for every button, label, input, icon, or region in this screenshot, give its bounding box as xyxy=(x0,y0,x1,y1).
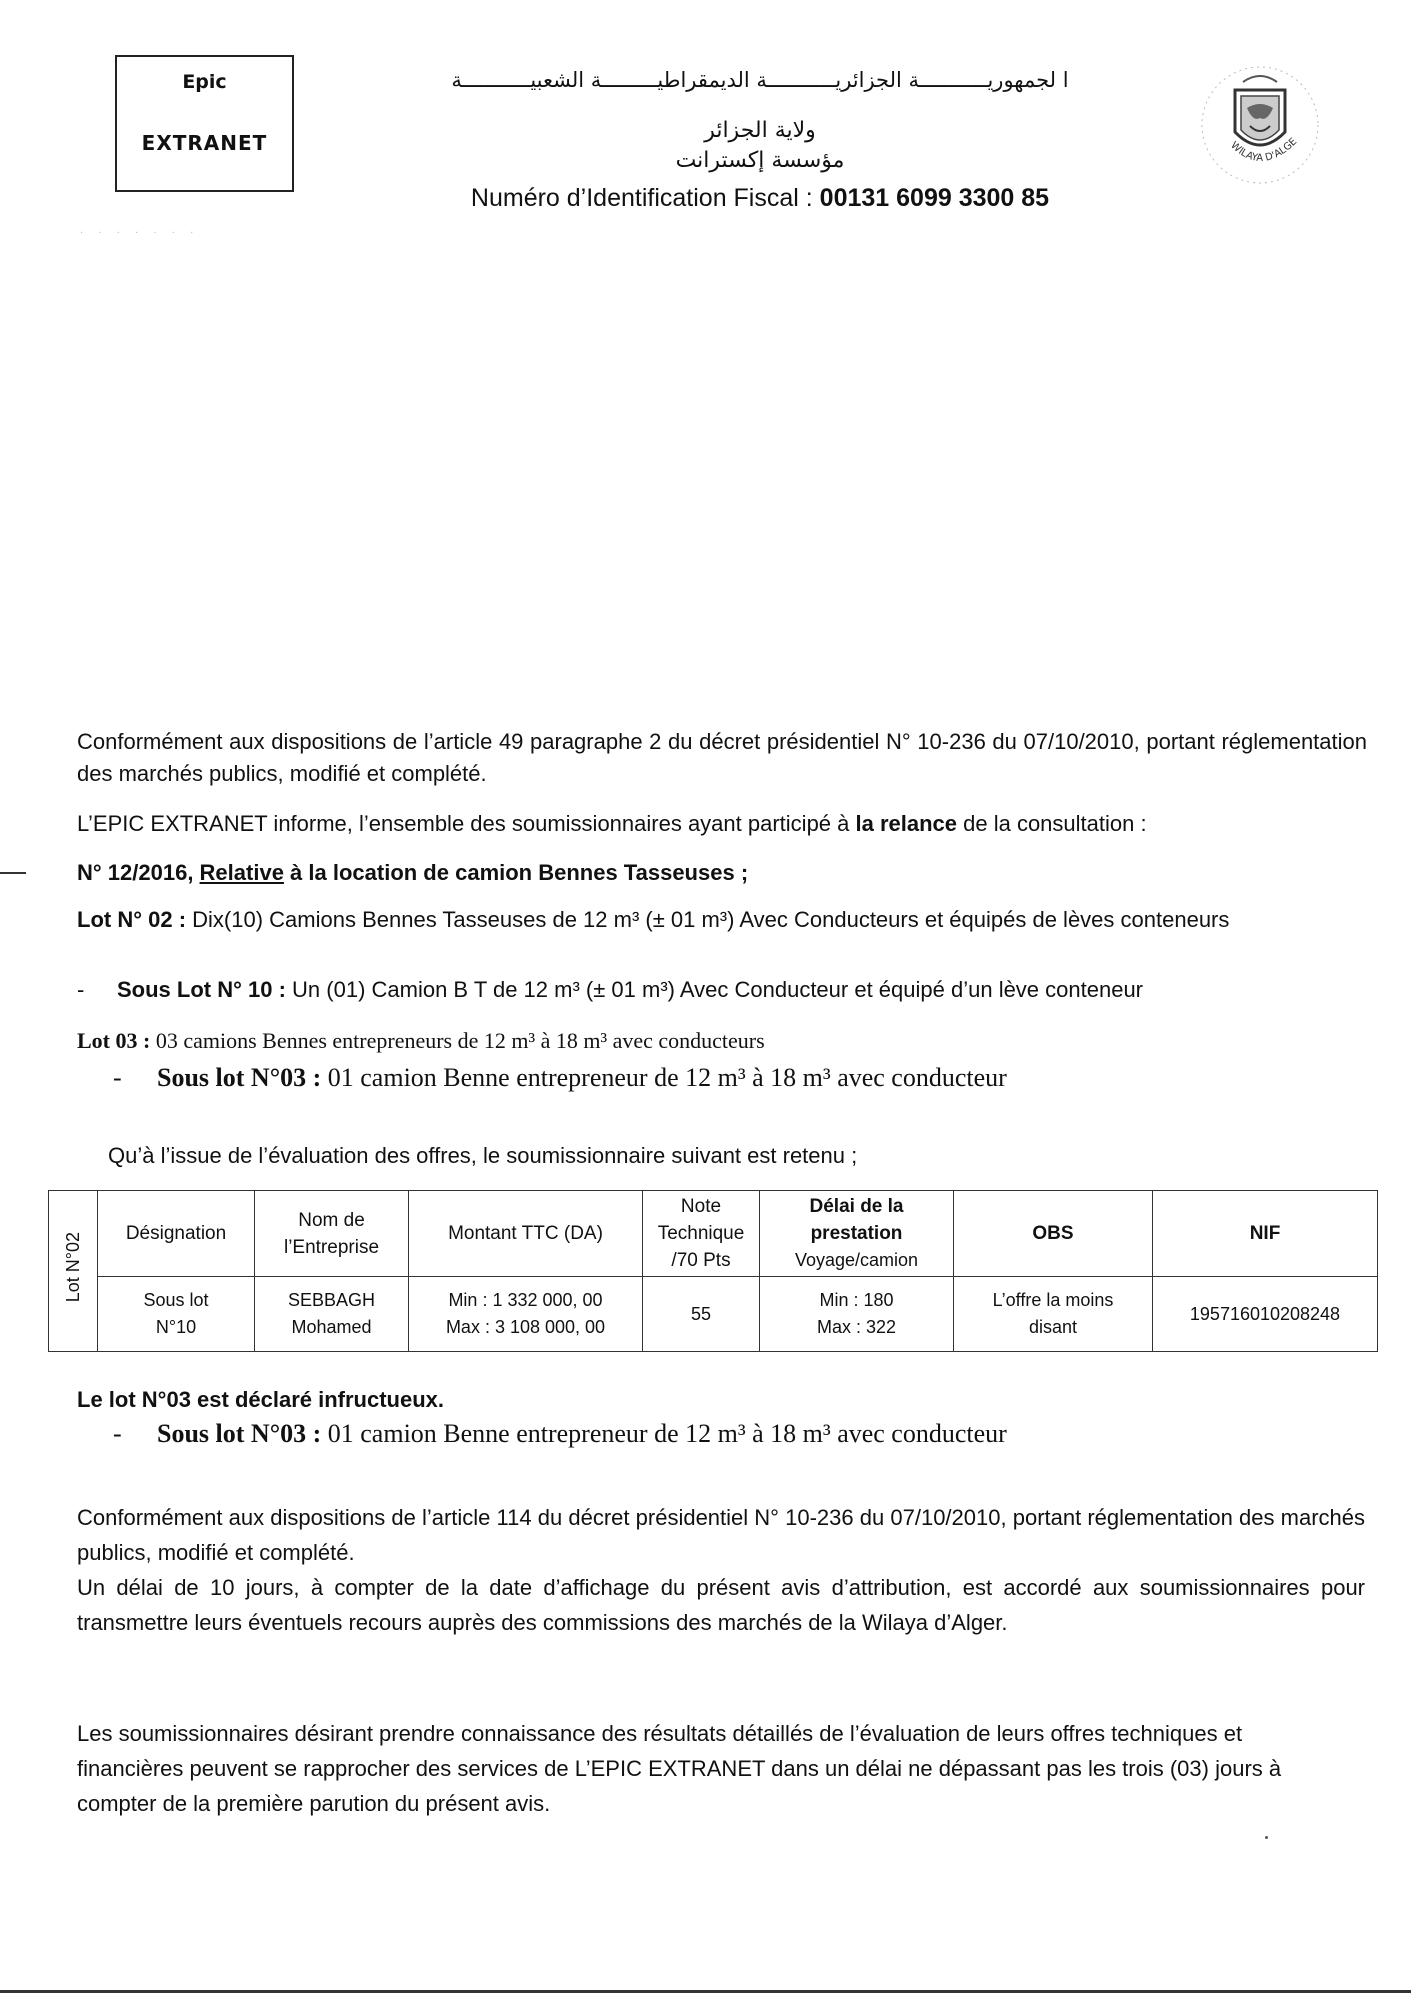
fiscal-id-label: Numéro d’Identification Fiscal : xyxy=(470,184,820,212)
cell-delai xyxy=(760,1277,954,1352)
arabic-wilaya-line: ولاية الجزائر xyxy=(704,118,816,143)
sous-lot-03b-label: Sous lot N°03 : xyxy=(157,1419,322,1448)
wilaya-seal-icon xyxy=(1195,60,1325,190)
obs-line1: L’offre la moins xyxy=(992,1290,1114,1310)
logo-line-extranet: EXTRANET xyxy=(141,131,268,155)
bullet-dash: - xyxy=(113,1419,122,1448)
lot-02-description xyxy=(77,904,1317,936)
logo-line-epic: Epic xyxy=(182,71,227,93)
header-delai xyxy=(760,1191,954,1277)
header-nif: NIF xyxy=(1153,1191,1378,1277)
scan-speckle-dot xyxy=(1265,1836,1268,1839)
lot-cell xyxy=(49,1191,98,1352)
header-delai-line2: prestation xyxy=(810,1223,903,1244)
cell-nif: 195716010208248 xyxy=(1153,1277,1378,1352)
cell-note: 55 xyxy=(643,1277,760,1352)
arabic-republic-title: ا لجمهوريـــــــــــة الجزائريـــــــــــة الديمقراطيـــــــــة الشعبيـــــــــــة xyxy=(451,68,1069,92)
page-bottom-border xyxy=(0,1990,1411,1993)
sous-lot-03-label: Sous lot N°03 : xyxy=(157,1063,322,1092)
header-note-line3: /70 Pts xyxy=(671,1250,731,1271)
consultation-number: N° 12/2016, xyxy=(77,860,200,885)
header-note-line2: Technique xyxy=(657,1223,745,1244)
paragraph-article-49: Conformément aux dispositions de l’article 49 paragraphe 2 du décret présidentiel N° 10-236 du 07/10/2010, portant réglementation des marchés publics, modifié et complété. xyxy=(77,729,1367,786)
cell-entreprise xyxy=(255,1277,409,1352)
lot-03-label: Lot 03 : xyxy=(77,1028,151,1053)
obs-line2: disant xyxy=(1028,1317,1078,1337)
designation-line1: Sous lot xyxy=(143,1290,209,1310)
scan-speckle: · · · · · · · xyxy=(80,228,200,239)
epic-extranet-logo-box xyxy=(115,55,294,192)
arabic-institution-line: مؤسسة إكسترانت xyxy=(675,148,845,173)
sous-lot-03b-text: 01 camion Benne entrepreneur de 12 m³ à 18 m³ avec conducteur xyxy=(321,1419,1007,1448)
entreprise-line1: SEBBAGH xyxy=(287,1290,376,1310)
header-note-line1: Note xyxy=(680,1196,722,1217)
delai-max: Max : 322 xyxy=(816,1317,897,1337)
consultation-relative: Relative xyxy=(199,860,284,885)
header-entreprise xyxy=(255,1191,409,1277)
margin-mark xyxy=(0,872,26,874)
sous-lot-10-item xyxy=(77,974,1377,1006)
header-delai-line1: Délai de la xyxy=(809,1196,904,1217)
paragraph-article-114: Conformément aux dispositions de l’article 114 du décret présidentiel N° 10-236 du 07/10/2010, portant réglementation des marchés publics, modifié et complété. xyxy=(77,1505,1365,1565)
lot-03-description xyxy=(77,1025,1377,1057)
consultation-title xyxy=(77,857,1377,889)
header-nom-line1: Nom de xyxy=(298,1209,365,1231)
seal-text: WILAYA D'ALGE xyxy=(1228,136,1300,165)
lot-label: Lot N°02 xyxy=(62,1231,83,1303)
lot-02-text: Dix(10) Camions Bennes Tasseuses de 12 m³ (± 01 m³) Avec Conducteurs et équipés de lèves conteneurs xyxy=(186,907,1230,932)
bullet-dash: - xyxy=(77,977,85,1002)
sous-lot-10-text: Un (01) Camion B T de 12 m³ (± 01 m³) Avec Conducteur et équipé d’un lève conteneur xyxy=(285,977,1144,1002)
sous-lot-03-repeat xyxy=(113,1418,1393,1450)
issue-statement: Qu’à l’issue de l’évaluation des offres, le soumissionnaire suivant est retenu ; xyxy=(108,1143,858,1168)
montant-min: Min : 1 332 000, 00 xyxy=(448,1290,603,1310)
montant-max: Max : 3 108 000, 00 xyxy=(445,1317,606,1337)
lot-03-infructueux: Le lot N°03 est déclaré infructueux. xyxy=(77,1387,445,1412)
sous-lot-03-text: 01 camion Benne entrepreneur de 12 m³ à 18 m³ avec conducteur xyxy=(321,1063,1007,1092)
header-delai-line3: Voyage/camion xyxy=(794,1250,919,1270)
sous-lot-03-item xyxy=(113,1062,1393,1094)
cell-montant xyxy=(409,1277,643,1352)
entreprise-line2: Mohamed xyxy=(291,1317,372,1337)
table-header-row xyxy=(49,1191,1378,1277)
fiscal-id-value: 00131 6099 3300 85 xyxy=(819,184,1050,212)
bullet-dash: - xyxy=(113,1063,122,1092)
informe-suffix: de la consultation : xyxy=(957,811,1147,836)
paragraph-resultats: Les soumissionnaires désirant prendre connaissance des résultats détaillés de l’évaluation de leurs offres techniques et financières peuvent se rapprocher des services de L’EPIC EXTRANET dans un délai ne dépassant pas les trois (03) jours à compter de la première parution du présent avis. xyxy=(77,1721,1282,1816)
fiscal-id-line xyxy=(330,184,1190,213)
informe-bold: la relance xyxy=(855,811,958,836)
cell-designation xyxy=(98,1277,255,1352)
lot-02-label: Lot N° 02 : xyxy=(77,907,187,932)
results-table xyxy=(48,1190,1378,1352)
lot-03-text: 03 camions Bennes entrepreneurs de 12 m³ à 18 m³ avec conducteurs xyxy=(150,1028,765,1053)
informe-prefix: L’EPIC EXTRANET informe, l’ensemble des soumissionnaires ayant participé à xyxy=(77,811,856,836)
cell-obs xyxy=(954,1277,1153,1352)
header-obs: OBS xyxy=(954,1191,1153,1277)
paragraph-delai-recours: Un délai de 10 jours, à compter de la date d’affichage du présent avis d’attribution, est accordé aux soumissionnaires pour transmettre leurs éventuels recours auprès des commissions des marchés de la Wilaya d’Alger. xyxy=(77,1575,1365,1635)
consultation-rest: à la location de camion Bennes Tasseuses ; xyxy=(283,860,749,885)
header-note xyxy=(643,1191,760,1277)
paragraph-informe xyxy=(77,808,1377,840)
sous-lot-10-label: Sous Lot N° 10 : xyxy=(117,977,286,1002)
delai-min: Min : 180 xyxy=(819,1290,894,1310)
header-nom-line2: l’Entreprise xyxy=(283,1236,380,1258)
table-row xyxy=(49,1277,1378,1352)
designation-line2: N°10 xyxy=(155,1317,197,1337)
header-designation: Désignation xyxy=(98,1191,255,1277)
header-montant: Montant TTC (DA) xyxy=(409,1191,643,1277)
